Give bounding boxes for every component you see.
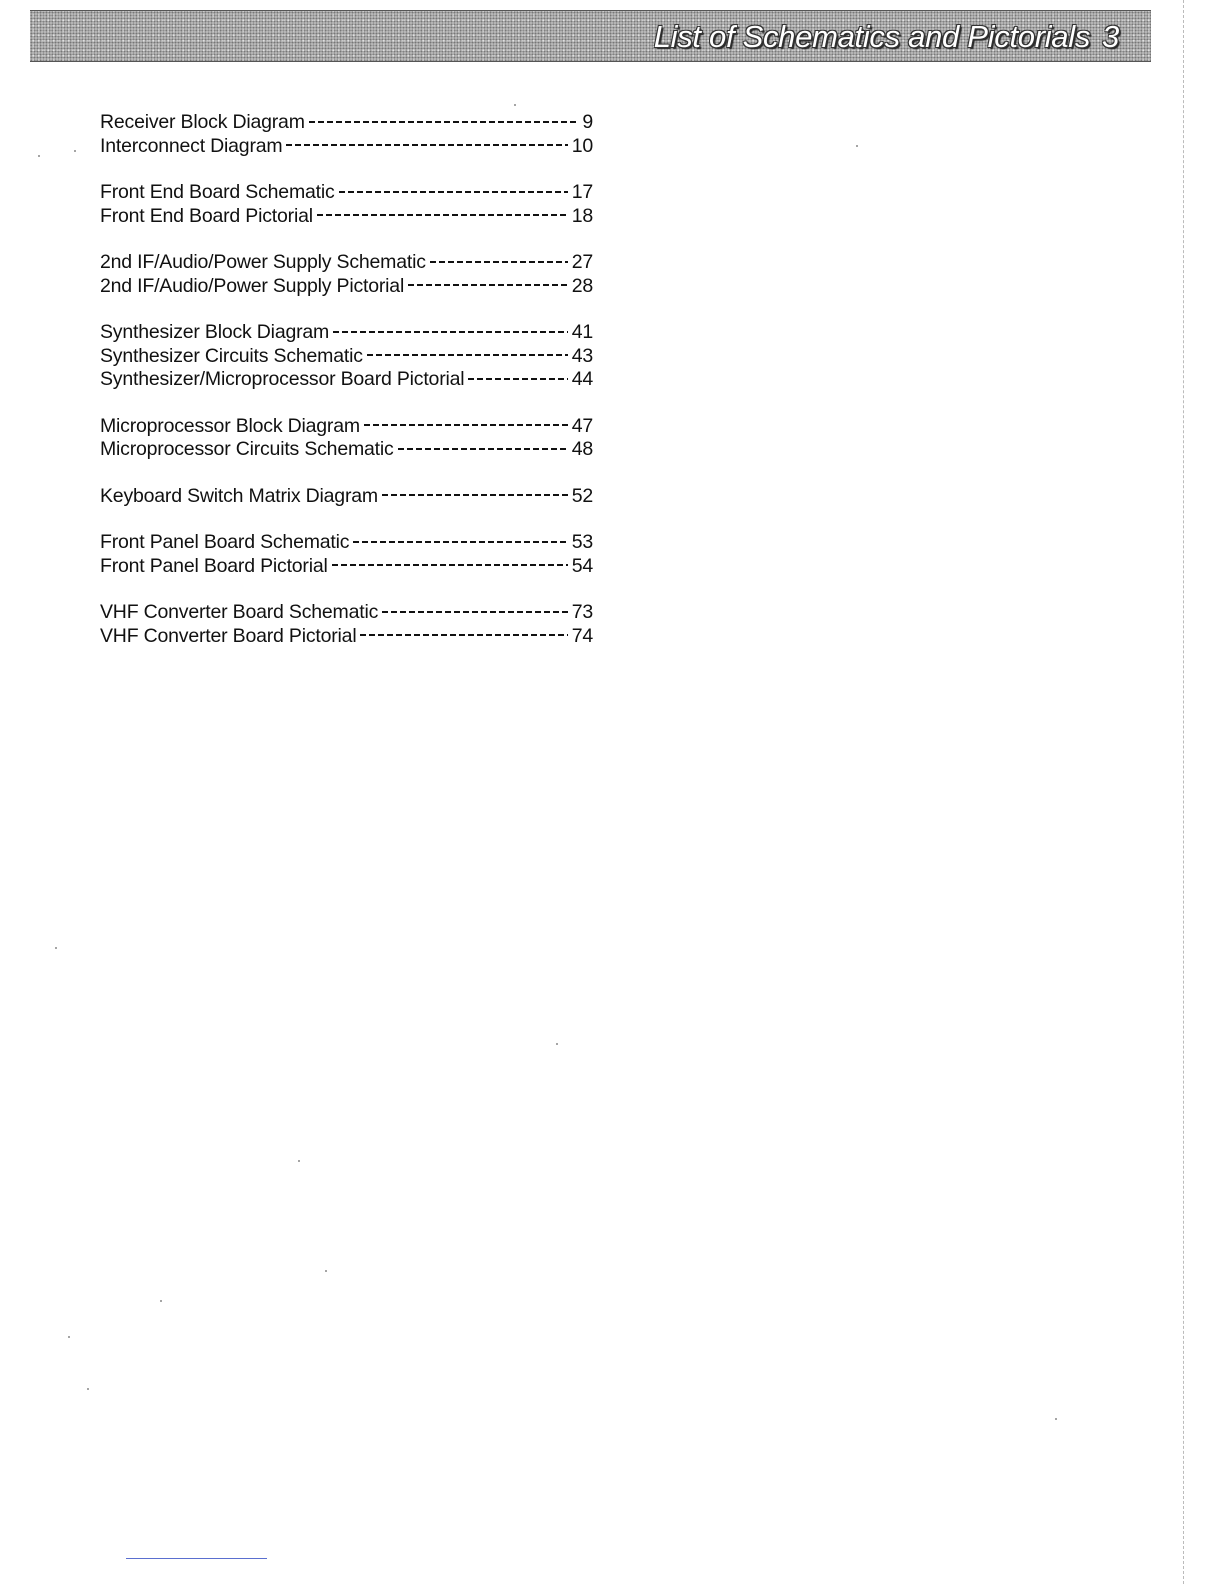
toc-dot-leader: [382, 610, 568, 613]
toc-entry-page: 43: [571, 344, 593, 367]
toc-entry-page: 10: [571, 134, 593, 157]
toc-entry-title: Synthesizer/Microprocessor Board Pictorial: [100, 368, 465, 390]
toc-entry-title: Front End Board Schematic: [100, 181, 335, 203]
toc-dot-leader: [333, 330, 568, 333]
page-title: [654, 19, 1119, 55]
toc-entry-title: Front Panel Board Pictorial: [100, 554, 328, 577]
header-band: [30, 10, 1151, 62]
toc-entry-page: 48: [571, 438, 593, 460]
scan-speck: [298, 1160, 300, 1162]
toc-dot-leader: [364, 424, 568, 427]
toc-group: [100, 531, 593, 578]
scan-speck: [160, 1300, 162, 1302]
scan-speck: [38, 155, 40, 157]
toc-dot-leader: [353, 540, 567, 543]
toc-entry: [100, 321, 593, 345]
scan-speck: [68, 1336, 70, 1338]
toc-entry-title: Front Panel Board Schematic: [100, 531, 350, 553]
toc-entry-title: VHF Converter Board Schematic: [100, 601, 379, 623]
toc-entry: [100, 251, 593, 275]
scan-speck: [1055, 1418, 1057, 1420]
toc-dot-leader: [367, 354, 568, 357]
toc-entry: [100, 181, 593, 205]
scan-speck: [87, 1388, 89, 1390]
toc-dot-leader: [398, 447, 568, 450]
toc-dot-leader: [286, 144, 567, 147]
toc-dot-leader: [360, 634, 567, 637]
scan-speck: [514, 104, 516, 106]
toc-entry-title: Interconnect Diagram: [100, 134, 283, 157]
toc-entry: [100, 485, 593, 509]
toc-group: [100, 181, 593, 228]
scan-speck: [325, 1270, 327, 1272]
toc-entry: [100, 275, 593, 299]
footer-rule: [126, 1558, 267, 1559]
toc-entry-title: 2nd IF/Audio/Power Supply Pictorial: [100, 274, 405, 297]
toc-entry: [100, 135, 593, 159]
page-title-text: List of Schematics and Pictorials: [653, 19, 1091, 54]
page-number: 3: [1102, 19, 1119, 54]
toc-entry: [100, 415, 593, 439]
toc-entry-title: VHF Converter Board Pictorial: [100, 624, 357, 647]
toc-group: [100, 321, 593, 392]
toc-entry: [100, 625, 593, 649]
toc-dot-leader: [408, 284, 568, 287]
toc-dot-leader: [430, 260, 568, 263]
toc-entry-title: Receiver Block Diagram: [100, 111, 305, 133]
toc-group: [100, 111, 593, 158]
toc-entry-page: 17: [571, 181, 593, 203]
toc-entry-page: 44: [571, 368, 593, 390]
table-of-contents: [100, 111, 593, 671]
toc-entry-page: 73: [571, 601, 593, 623]
toc-entry: [100, 601, 593, 625]
toc-entry-title: Microprocessor Block Diagram: [100, 414, 360, 437]
toc-entry: [100, 111, 593, 135]
toc-entry-page: 41: [571, 321, 593, 343]
toc-entry: [100, 345, 593, 369]
toc-dot-leader: [468, 377, 567, 380]
toc-group: [100, 601, 593, 648]
scan-speck: [55, 947, 57, 949]
toc-entry-title: Synthesizer Circuits Schematic: [100, 344, 363, 367]
toc-entry: [100, 205, 593, 229]
toc-group: [100, 415, 593, 462]
toc-entry-page: 54: [571, 554, 593, 577]
toc-entry-page: 53: [571, 531, 593, 553]
scan-speck: [856, 145, 858, 147]
toc-entry-title: Microprocessor Circuits Schematic: [100, 438, 394, 460]
toc-entry-page: 47: [571, 414, 593, 437]
toc-dot-leader: [332, 564, 568, 567]
page-edge-border: [1183, 0, 1184, 1584]
toc-group: [100, 485, 593, 509]
toc-entry-title: 2nd IF/Audio/Power Supply Schematic: [100, 251, 426, 273]
toc-dot-leader: [317, 214, 568, 217]
toc-entry-page: 52: [571, 484, 593, 507]
toc-entry-page: 9: [582, 111, 593, 133]
toc-dot-leader: [339, 190, 568, 193]
toc-entry-title: Keyboard Switch Matrix Diagram: [100, 484, 378, 507]
toc-entry: [100, 555, 593, 579]
toc-entry: [100, 531, 593, 555]
toc-group: [100, 251, 593, 298]
toc-dot-leader: [382, 494, 568, 497]
toc-entry-page: 28: [571, 274, 593, 297]
toc-entry: [100, 368, 593, 392]
toc-entry-page: 18: [571, 204, 593, 227]
toc-entry-page: 27: [571, 251, 593, 273]
toc-entry-page: 74: [571, 624, 593, 647]
toc-entry-title: Front End Board Pictorial: [100, 204, 313, 227]
scan-speck: [74, 150, 76, 152]
toc-entry: [100, 438, 593, 462]
toc-dot-leader: [309, 120, 577, 123]
scan-speck: [556, 1043, 558, 1045]
toc-entry-title: Synthesizer Block Diagram: [100, 321, 330, 343]
